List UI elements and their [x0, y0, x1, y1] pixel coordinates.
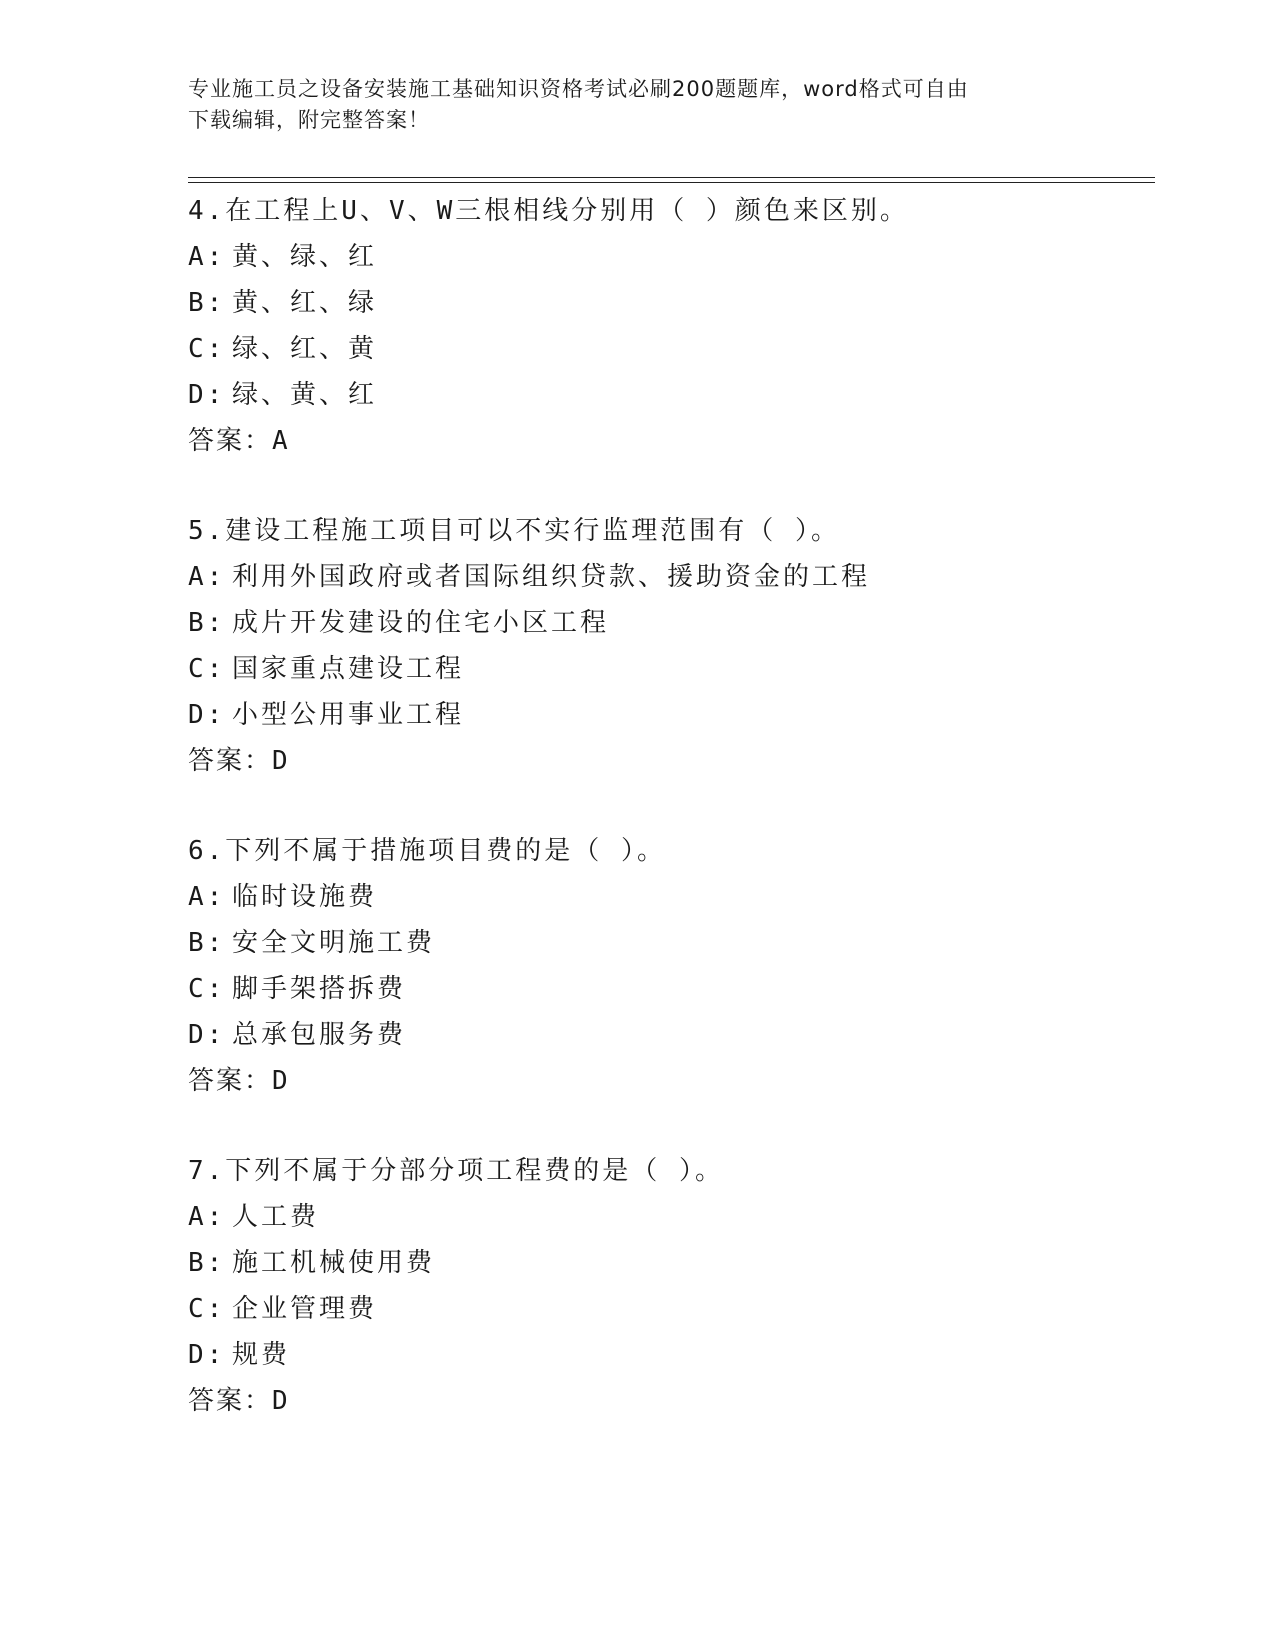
header-line-1: 专业施工员之设备安装施工基础知识资格考试必刷200题题库，word格式可自由 — [188, 77, 969, 101]
answer-prefix: 答案： — [188, 426, 273, 456]
option-label: D: — [188, 1020, 226, 1050]
answer-value: D — [272, 1066, 290, 1096]
option-label: C: — [188, 334, 226, 364]
option-text: 企业管理费 — [232, 1294, 378, 1324]
question-7 — [188, 1148, 1138, 1424]
option-label: D: — [188, 380, 226, 410]
answer-line — [188, 738, 1138, 784]
option-d — [188, 372, 1138, 418]
option-text: 临时设施费 — [232, 882, 378, 912]
answer-value: D — [272, 746, 290, 776]
answer-value: D — [272, 1386, 290, 1416]
option-c — [188, 1286, 1138, 1332]
option-label: A: — [188, 242, 226, 272]
answer-prefix: 答案： — [188, 1386, 273, 1416]
option-text: 脚手架搭拆费 — [232, 974, 407, 1004]
answer-line — [188, 418, 1138, 464]
option-label: D: — [188, 1340, 226, 1370]
option-label: B: — [188, 288, 226, 318]
question-stem: 7.下列不属于分部分项工程费的是（ ）。 — [188, 1156, 724, 1186]
question-stem: 5.建设工程施工项目可以不实行监理范围有（ ）。 — [188, 516, 840, 546]
option-label: C: — [188, 974, 226, 1004]
option-text: 成片开发建设的住宅小区工程 — [232, 608, 610, 638]
document-header — [188, 74, 1068, 136]
question-4 — [188, 188, 1138, 464]
answer-value: A — [272, 426, 290, 456]
option-b — [188, 920, 1138, 966]
question-list — [188, 188, 1138, 1468]
option-text: 绿、黄、红 — [232, 380, 378, 410]
option-text: 安全文明施工费 — [232, 928, 436, 958]
option-label: A: — [188, 562, 226, 592]
option-text: 小型公用事业工程 — [232, 700, 465, 730]
option-text: 黄、绿、红 — [232, 242, 378, 272]
option-label: C: — [188, 654, 226, 684]
option-c — [188, 326, 1138, 372]
question-stem: 4.在工程上U、V、W三根相线分别用（ ）颜色来区别。 — [188, 196, 909, 226]
option-text: 黄、红、绿 — [232, 288, 378, 318]
option-text: 人工费 — [232, 1202, 320, 1232]
option-label: A: — [188, 882, 226, 912]
option-text: 总承包服务费 — [232, 1020, 407, 1050]
option-a — [188, 234, 1138, 280]
option-label: B: — [188, 608, 226, 638]
option-label: D: — [188, 700, 226, 730]
header-divider-bottom — [188, 182, 1155, 183]
option-a — [188, 874, 1138, 920]
option-c — [188, 966, 1138, 1012]
option-text: 绿、红、黄 — [232, 334, 378, 364]
answer-prefix: 答案： — [188, 1066, 273, 1096]
question-stem: 6.下列不属于措施项目费的是（ ）。 — [188, 836, 666, 866]
option-text: 规费 — [232, 1340, 291, 1370]
question-5 — [188, 508, 1138, 784]
option-text: 利用外国政府或者国际组织贷款、援助资金的工程 — [232, 562, 871, 592]
option-label: B: — [188, 1248, 226, 1278]
option-a — [188, 554, 1138, 600]
option-text: 国家重点建设工程 — [232, 654, 465, 684]
option-b — [188, 1240, 1138, 1286]
option-d — [188, 1332, 1138, 1378]
option-label: B: — [188, 928, 226, 958]
header-line-2: 下载编辑，附完整答案！ — [188, 108, 430, 132]
option-b — [188, 600, 1138, 646]
option-label: A: — [188, 1202, 226, 1232]
answer-prefix: 答案： — [188, 746, 273, 776]
option-label: C: — [188, 1294, 226, 1324]
question-6 — [188, 828, 1138, 1104]
option-a — [188, 1194, 1138, 1240]
option-text: 施工机械使用费 — [232, 1248, 436, 1278]
option-d — [188, 692, 1138, 738]
option-c — [188, 646, 1138, 692]
answer-line — [188, 1378, 1138, 1424]
option-d — [188, 1012, 1138, 1058]
option-b — [188, 280, 1138, 326]
header-divider-top — [188, 177, 1155, 178]
answer-line — [188, 1058, 1138, 1104]
